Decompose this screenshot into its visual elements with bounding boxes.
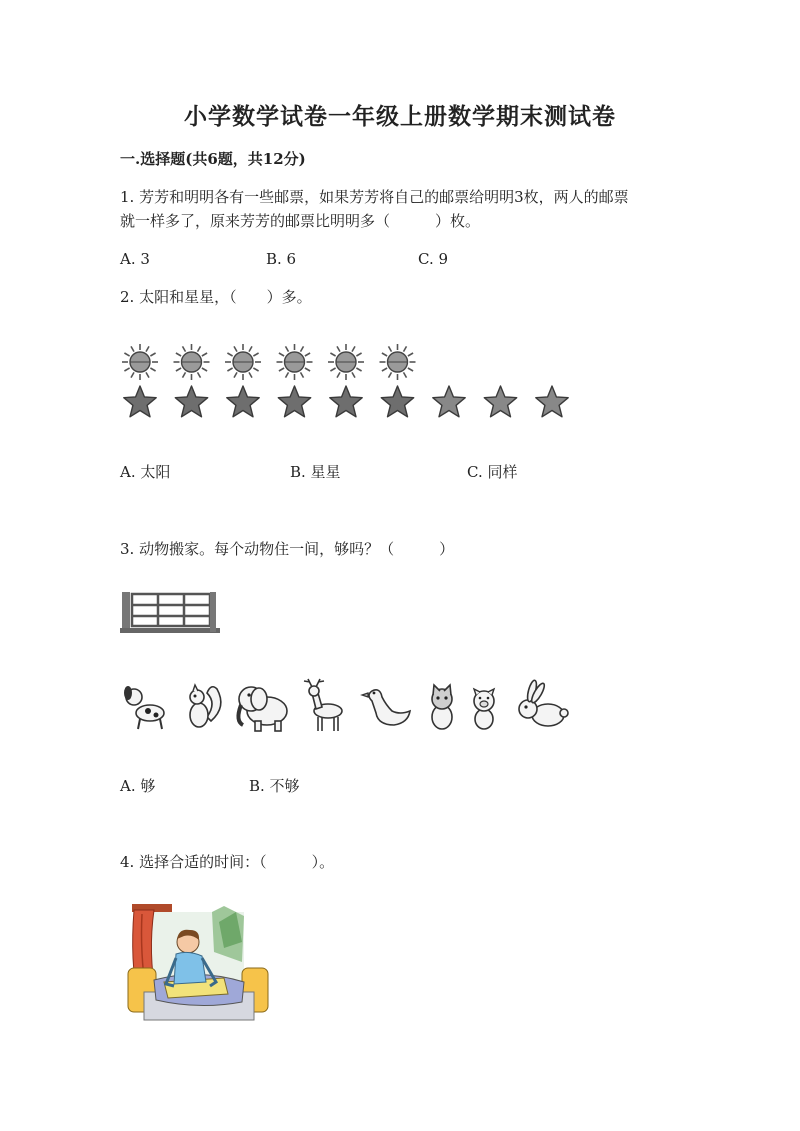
duck-icon [362,690,410,725]
section-heading: 一.选择题(共6题，共12分) [120,150,306,168]
apartment-building-figure [120,590,220,634]
dog-icon [124,686,164,729]
rabbit-icon [519,679,568,726]
question-2-text: 2. 太阳和星星，（ ）多。 [120,288,312,306]
sun-icon [225,344,261,380]
question-2-option-b: B. 星星 [290,463,341,481]
question-3-option-b: B. 不够 [249,777,300,795]
question-1-option-b: B. 6 [266,250,297,268]
boy-making-bed-illustration [124,902,274,1032]
star-icon [175,386,207,417]
star-icon [381,386,413,417]
question-3-text: 3. 动物搬家。每个动物住一间，够吗？（ ） [120,540,455,558]
star-icon [278,386,310,417]
elephant-icon [238,687,287,731]
question-1-option-c: C. 9 [418,250,449,268]
question-1-option-a: A. 3 [120,250,150,268]
star-icon [536,386,568,417]
squirrel-icon [190,685,221,727]
question-1-line-1: 1. 芳芳和明明各有一些邮票，如果芳芳将自己的邮票给明明3枚，两人的邮票 [120,188,629,206]
question-1-line-2: 就一样多了，原来芳芳的邮票比明明多（ ）枚。 [120,212,481,230]
sun-icon [174,344,210,380]
star-icon [227,386,259,417]
star-icon [124,386,156,417]
sun-icon [122,344,158,380]
sun-icon [380,344,416,380]
star-icon [484,386,516,417]
sun-icon [277,344,313,380]
pig-icon [474,689,494,729]
question-2-option-a: A. 太阳 [120,463,171,481]
animals-figure [120,677,580,737]
star-icon [433,386,465,417]
cat-icon [432,685,452,729]
sun-icon [328,344,364,380]
star-icon [330,386,362,417]
page-title: 小学数学试卷一年级上册数学期末测试卷 [184,103,616,130]
question-4-text: 4. 选择合适的时间：（ ）。 [120,853,335,871]
question-3-option-a: A. 够 [120,777,156,795]
sun-star-figure [118,340,578,425]
question-2-option-c: C. 同样 [467,463,518,481]
deer-icon [304,679,342,731]
